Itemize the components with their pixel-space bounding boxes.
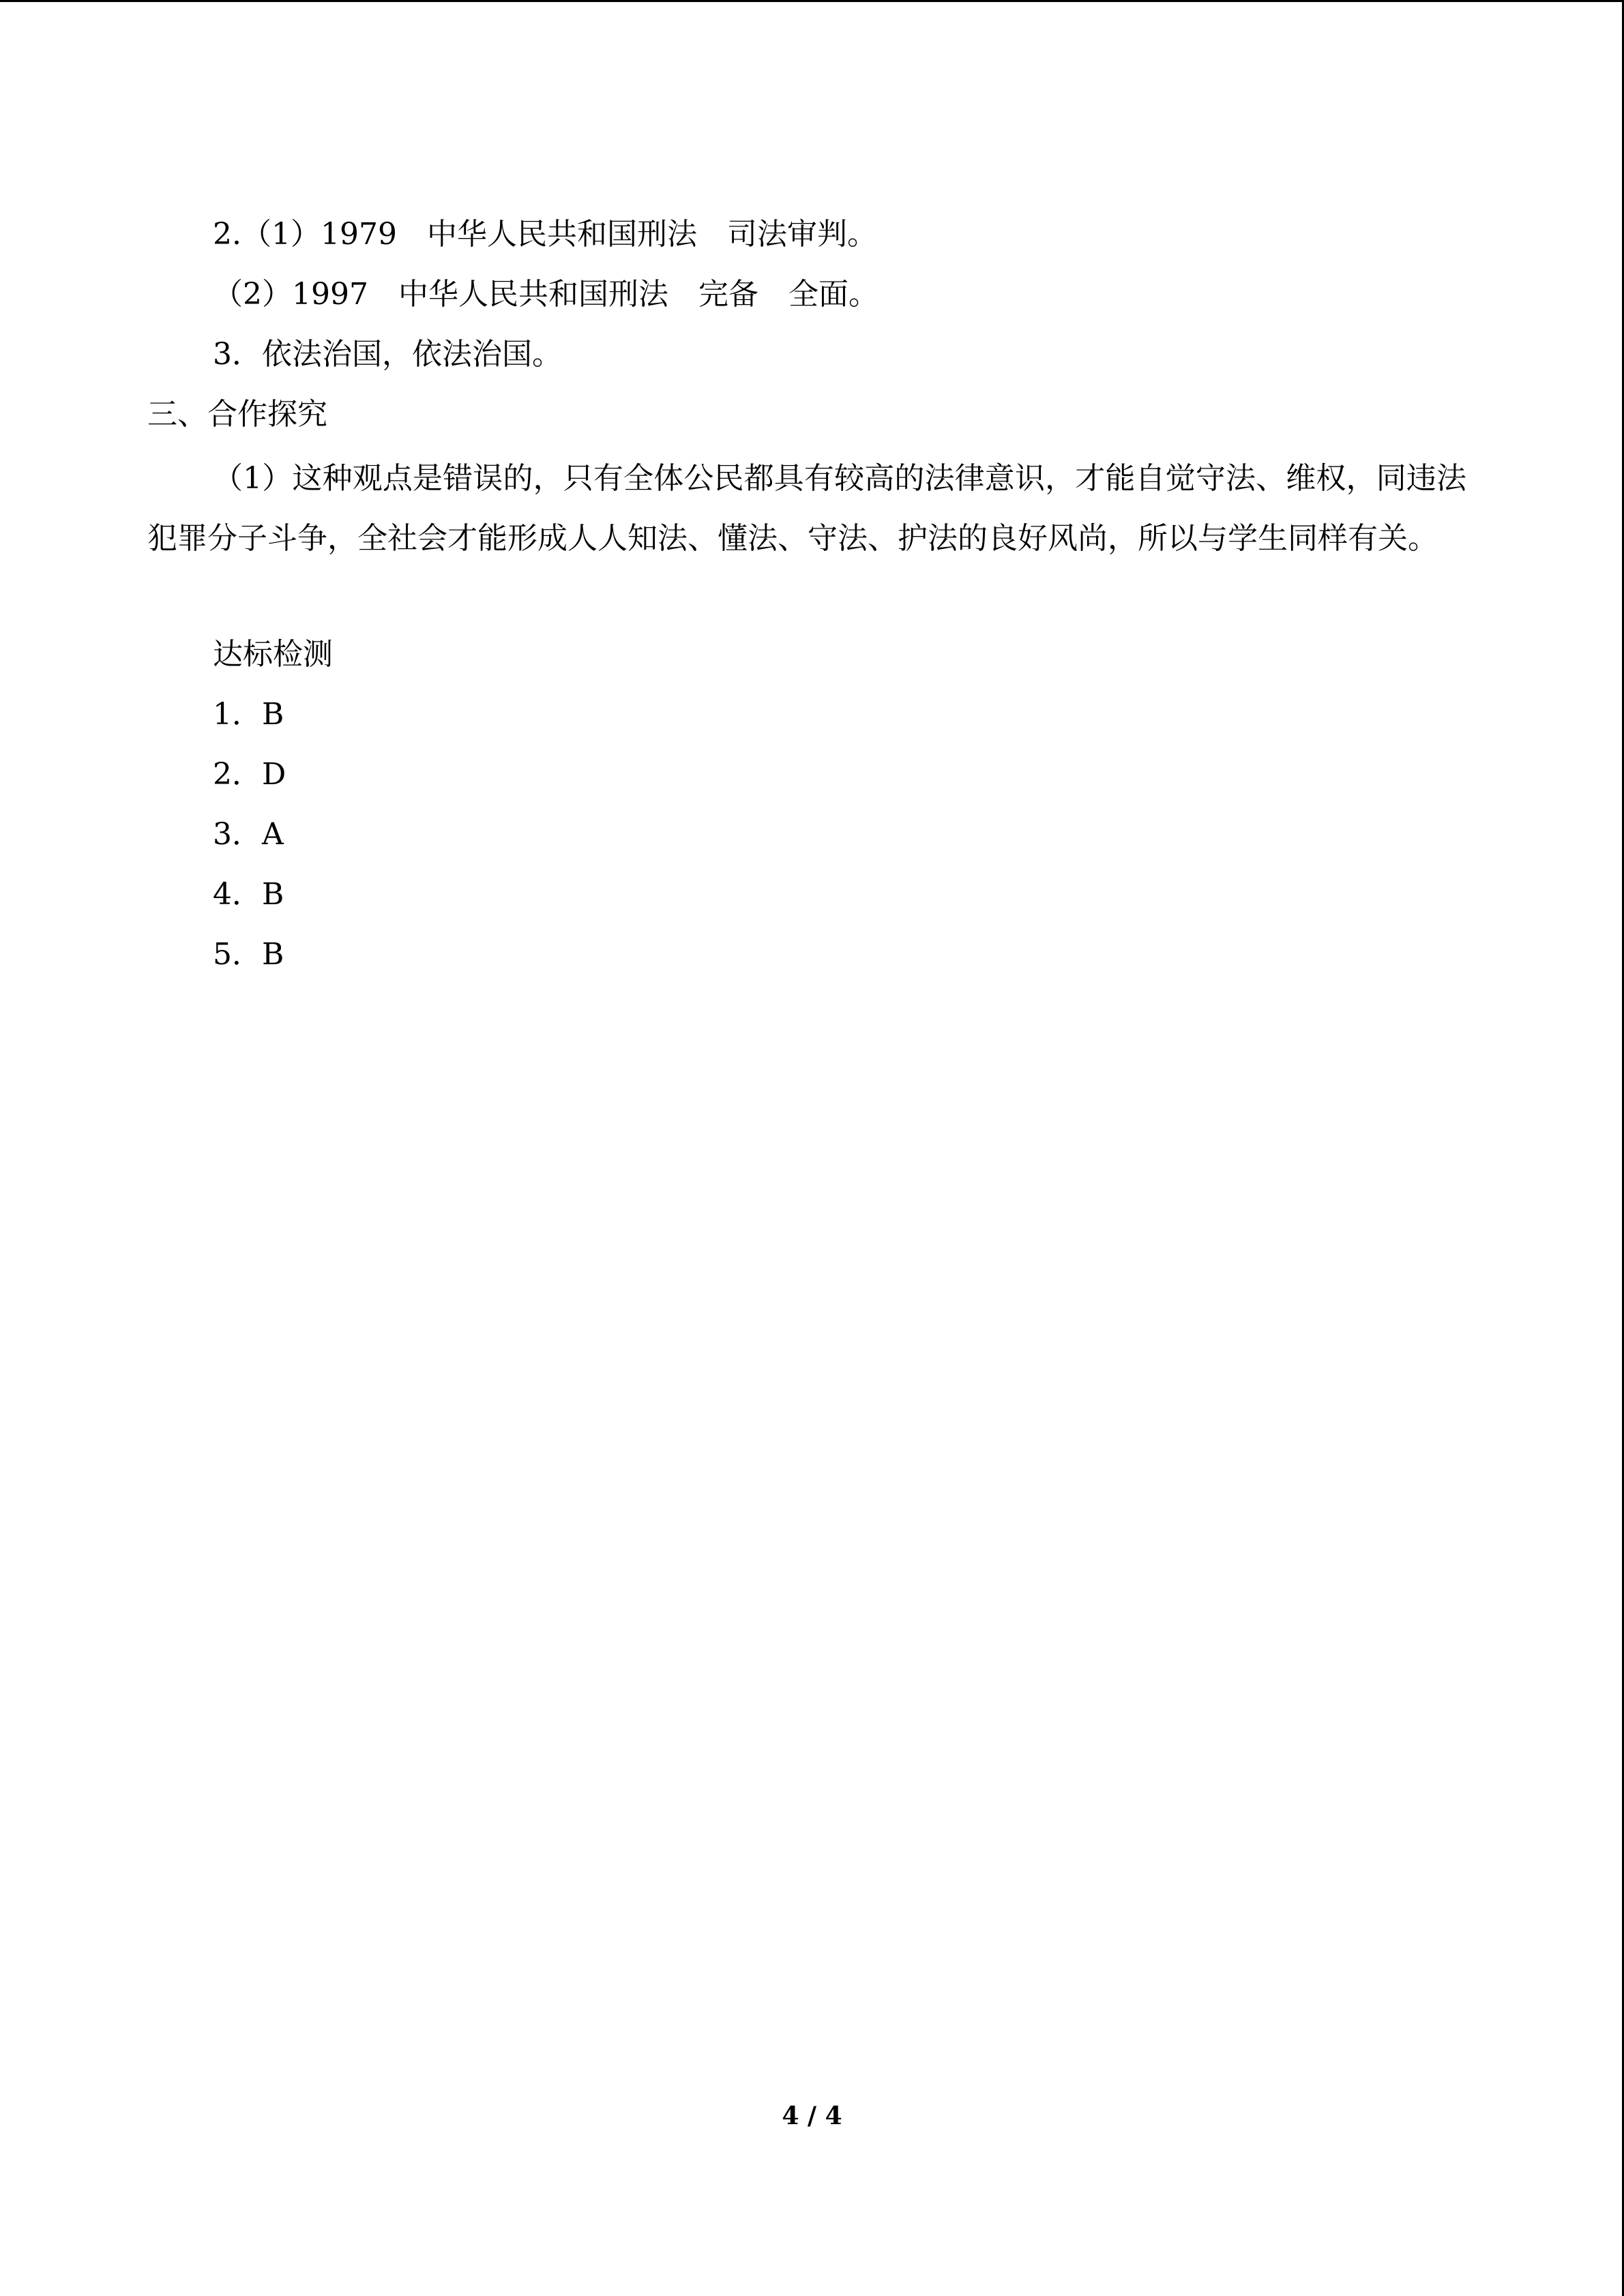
page-top-border	[0, 0, 1624, 2]
answer-line-3: 3．依法治国，依法治国。	[213, 337, 562, 372]
answer-line-2-1: 2.（1）1979 中华人民共和国刑法 司法审判。	[213, 217, 877, 252]
check-answer-5: 5．B	[213, 937, 284, 972]
section-heading-cooperation: 三、合作探究	[147, 397, 327, 432]
check-answer-3: 3．A	[213, 817, 284, 852]
section-heading-check: 达标检测	[213, 637, 333, 672]
page-number: 4 / 4	[782, 2102, 842, 2130]
check-answer-1: 1．B	[213, 697, 284, 732]
check-answer-2: 2．D	[213, 757, 286, 792]
cooperation-answer-paragraph: （1）这种观点是错误的，只有全体公民都具有较高的法律意识，才能自觉守法、维权，同违法犯罪分子斗争，全社会才能形成人人知法、懂法、守法、护法的良好风尚，所以与学生同样有关。	[147, 461, 1466, 556]
answer-line-2-2: （2）1997 中华人民共和国刑法 完备 全面。	[213, 277, 879, 312]
check-answer-4: 4．B	[213, 877, 284, 912]
